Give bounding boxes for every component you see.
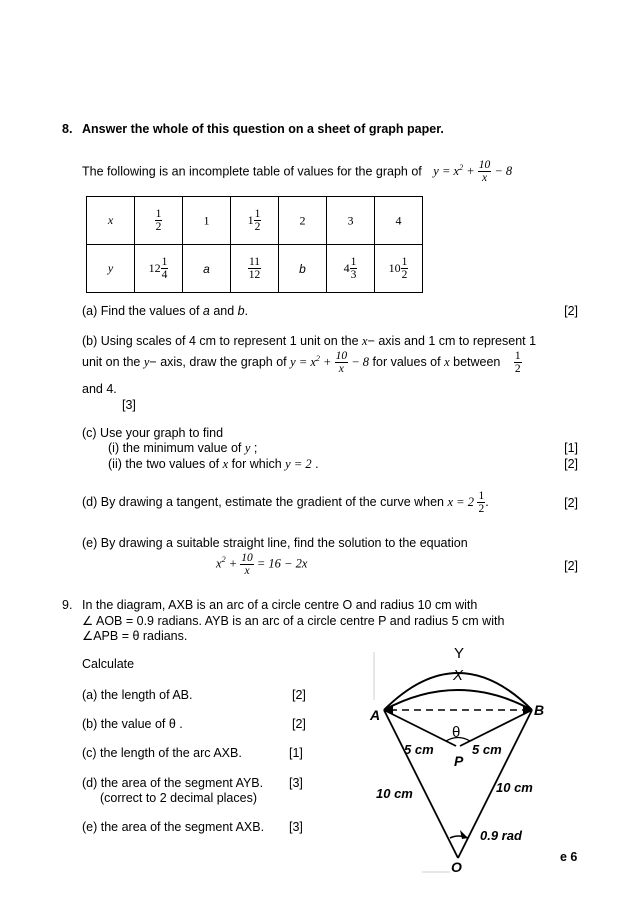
q8b-eq-plus: +: [319, 354, 332, 369]
q8-part-b-line2: [82, 350, 522, 375]
table-cell: [279, 197, 327, 245]
q8b-eq-frac: [335, 350, 349, 375]
q8e-eq-den: x: [244, 565, 250, 577]
q8b-equation: [290, 350, 370, 376]
q9-part-e-mark: [3]: [289, 820, 303, 834]
label-10cm-right: 10 cm: [496, 780, 533, 795]
table-cell: [375, 245, 423, 293]
fraction-numerator: 1: [161, 256, 168, 268]
fraction-numerator: 1: [350, 256, 357, 268]
q8b-l1-pre: (b) Using scales of 4 cm to represent 1 unit on the: [82, 334, 362, 348]
radius-oa: [384, 710, 461, 858]
table-cell-whole: 3: [347, 213, 354, 228]
q8e-eq-sup: 2: [221, 555, 226, 565]
table-cell-whole: 10: [388, 261, 401, 275]
q8-intro-text: The following is an incomplete table of values for the graph of: [82, 164, 422, 179]
q8c-ii-pre: (ii) the two values of: [108, 457, 223, 471]
q8c-i-post: ;: [250, 441, 258, 455]
q8e-eq-plus: +: [225, 556, 238, 571]
fraction-denominator: 4: [161, 269, 168, 281]
table-cell: [183, 245, 231, 293]
q8b-l2-between: between: [449, 354, 501, 369]
table-cell: [135, 197, 183, 245]
q8c-i: [108, 441, 257, 456]
q8-eq-lhs: y = x: [433, 164, 460, 179]
q8b-l2-var: y: [143, 354, 150, 369]
q8b-l2-pre: unit on the: [82, 354, 144, 369]
label-5cm-left: 5 cm: [404, 742, 434, 757]
q8b-l2-for: for values of: [369, 354, 445, 369]
q8c-ii-var: x: [222, 457, 229, 471]
table-cell-fraction: [401, 256, 409, 281]
q8a-post: .: [244, 304, 249, 318]
q9-part-d-sub: (correct to 2 decimal places): [100, 791, 258, 805]
q8b-l1-post: − axis and 1 cm to represent 1: [367, 334, 537, 348]
q8b-line3: and 4.: [82, 382, 117, 396]
q8c-i-pre: (i) the minimum value of: [108, 441, 245, 455]
table-header-y: y: [87, 245, 135, 293]
label-5cm-right: 5 cm: [472, 742, 502, 757]
fraction-denominator: 2: [401, 269, 408, 281]
q8-eq-frac: [478, 159, 492, 184]
q8-eq-plus: +: [463, 164, 475, 179]
q8-eq-den: x: [481, 172, 488, 184]
label-a: A: [370, 707, 381, 723]
q9-part-b: (b) the value of θ .: [82, 717, 183, 731]
q9-part-a-mark: [2]: [292, 688, 306, 702]
q8-equation: [433, 159, 513, 184]
q9-part-a: (a) the length of AB.: [82, 688, 193, 702]
q8-part-a: [82, 304, 248, 318]
label-b: B: [534, 702, 545, 718]
q8e-text: (e) By drawing a suitable straight line, find the solution to the equation: [82, 536, 468, 550]
table-cell: [279, 245, 327, 293]
q8-eq-sup: 2: [459, 163, 464, 173]
table-cell: [327, 245, 375, 293]
table-cell-fraction: [248, 256, 262, 281]
label-o: O: [451, 859, 462, 875]
table-cell: [327, 197, 375, 245]
fraction-denominator: 12: [248, 269, 261, 281]
table-cell-fraction: [161, 256, 169, 281]
q8b-eq-tail: − 8: [348, 354, 370, 369]
q9-line3: ∠APB = θ radians.: [82, 629, 188, 643]
q9-part-d: (d) the area of the segment AYB.: [82, 776, 264, 790]
table-cell-whole: 1: [247, 213, 254, 227]
angle-arrow: [460, 830, 468, 839]
circle-diagram: [350, 640, 570, 880]
fraction-denominator: 2: [254, 221, 261, 233]
radius-pa: [384, 710, 456, 746]
q8e-eq-num: 10: [241, 552, 253, 564]
q9-part-e: (e) the area of the segment AXB.: [82, 820, 265, 834]
q8b-eq-den: x: [338, 363, 344, 376]
q8a-var-b: b: [237, 304, 245, 318]
q8c-ii-mid: for which: [228, 457, 286, 471]
table-cell-whole: 4: [395, 213, 402, 228]
fraction-numerator: 11: [248, 256, 261, 268]
q8e-mark: [2]: [564, 559, 578, 573]
label-x: X: [453, 667, 464, 684]
q8-eq-tail: − 8: [491, 164, 513, 179]
q8b-mark: [3]: [122, 398, 136, 412]
fraction-denominator: 2: [155, 221, 162, 233]
q8c-i-var: y: [244, 441, 251, 455]
q8d-eq: x = 2: [447, 494, 474, 509]
radius-pb: [460, 710, 532, 746]
q9-line2: ∠ AOB = 0.9 radians. AYB is an arc of a circle centre P and radius 5 cm with: [82, 614, 505, 628]
q8b-l1-var: x: [362, 334, 368, 348]
q8b-l2-x: x: [444, 354, 450, 369]
q9-line1: In the diagram, AXB is an arc of a circle centre O and radius 10 cm with: [82, 598, 478, 612]
q8-instruction: Answer the whole of this question on a sheet of graph paper.: [82, 122, 444, 136]
q8e-eq-frac: [240, 552, 254, 577]
q8d-text: (d) By drawing a tangent, estimate the gradient of the curve when: [82, 494, 448, 509]
q8d-mark: [2]: [564, 496, 578, 510]
label-y: Y: [454, 645, 465, 662]
table-cell-whole: b: [299, 261, 306, 276]
q8b-l2-mid: − axis, draw the graph of: [149, 354, 291, 369]
q8c-ii-eq: y = 2: [285, 457, 312, 471]
q8b-eq-lhs: y = x: [290, 354, 316, 369]
table-cell-fraction: [350, 256, 358, 281]
q8d-post: .: [485, 494, 489, 509]
table-header-x: x: [87, 197, 135, 245]
q8c-ii: [108, 457, 319, 472]
table-cell-fraction: [155, 208, 163, 233]
table-cell: [375, 197, 423, 245]
fraction-numerator: 1: [401, 256, 408, 268]
arc-axb: [384, 690, 532, 710]
q8a-text: (a) Find the values of: [82, 304, 203, 318]
table-cell-whole: 2: [299, 213, 306, 228]
q8e-equation: [216, 552, 307, 577]
q8b-eq-sup: 2: [315, 353, 320, 363]
page-number: e 6: [560, 850, 578, 864]
label-angle: 0.9 rad: [480, 828, 522, 843]
q8-part-b-line1: [82, 334, 536, 349]
q8e-eq-lhs: x: [216, 556, 222, 571]
q8e-eq-tail: = 16 − 2x: [253, 556, 308, 571]
q8a-and: and: [209, 304, 238, 318]
q8b-half-num: 1: [514, 350, 521, 362]
table-cell-whole: 1: [203, 213, 210, 228]
q9-number: 9.: [62, 598, 73, 612]
values-table: [86, 196, 423, 293]
q8c-ii-post: .: [311, 457, 319, 471]
q8c-ii-mark: [2]: [564, 457, 578, 471]
fraction-numerator: 1: [155, 208, 162, 220]
table-cell-whole: 4: [343, 261, 350, 275]
q9-part-d-mark: [3]: [289, 776, 303, 790]
q8d-num: 1: [478, 490, 485, 502]
table-row-x: [87, 197, 423, 245]
label-10cm-left: 10 cm: [376, 786, 413, 801]
q9-calculate: Calculate: [82, 657, 135, 671]
q8b-half-frac: [514, 350, 522, 375]
table-cell-whole: 12: [148, 261, 161, 275]
q8-part-d: [82, 490, 489, 515]
q8b-half-den: 2: [514, 363, 521, 375]
q8a-var-a: a: [202, 304, 210, 318]
q8-eq-num: 10: [478, 159, 491, 171]
q9-part-c: (c) the length of the arc AXB.: [82, 746, 242, 760]
table-cell: [183, 197, 231, 245]
q8c-intro: (c) Use your graph to find: [82, 426, 224, 440]
table-cell: [231, 245, 279, 293]
fraction-denominator: 3: [350, 269, 357, 281]
table-cell: [231, 197, 279, 245]
q9-part-c-mark: [1]: [289, 746, 303, 760]
table-cell-fraction: [254, 208, 262, 233]
q8d-den: 2: [478, 503, 485, 515]
fraction-numerator: 1: [254, 208, 261, 220]
q8-intro: [82, 160, 512, 185]
table-cell-whole: a: [203, 261, 210, 276]
q8c-i-mark: [1]: [564, 441, 578, 455]
q8b-eq-num: 10: [335, 350, 348, 363]
q9-part-b-mark: [2]: [292, 717, 306, 731]
table-row-y: [87, 245, 423, 293]
q8-number: 8.: [62, 122, 73, 136]
table-cell: [135, 245, 183, 293]
label-p: P: [454, 753, 464, 769]
label-theta: θ: [452, 724, 461, 741]
q8a-mark: [2]: [564, 304, 578, 318]
